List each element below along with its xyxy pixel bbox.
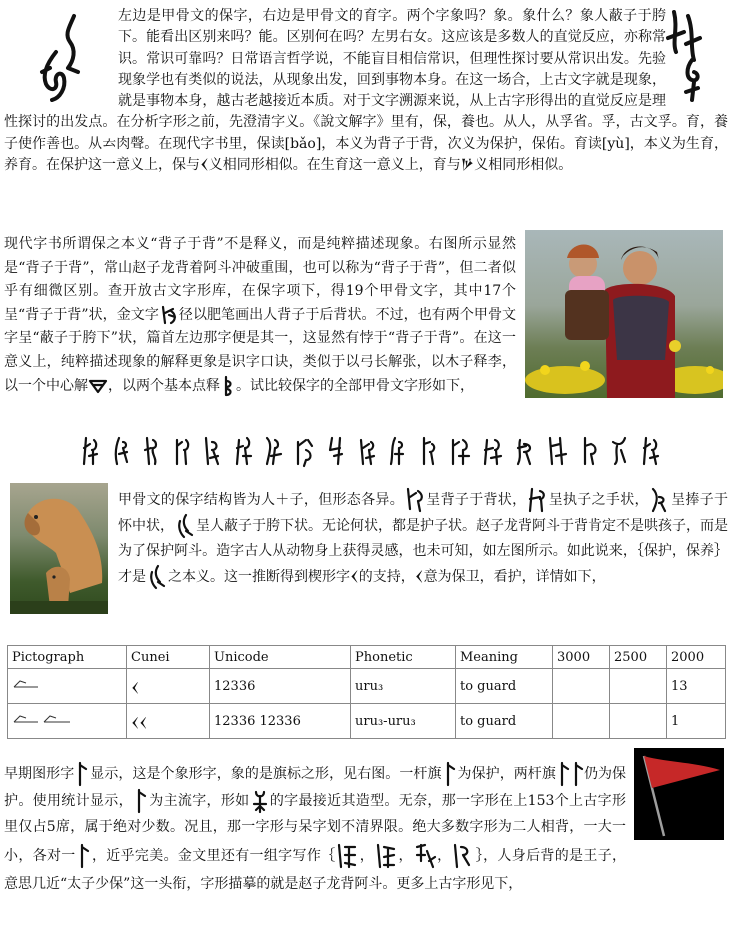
c3000-cell xyxy=(553,704,610,739)
oracle-glyph-11 xyxy=(387,434,407,468)
col-cunei: Cunei xyxy=(127,646,210,669)
col-pictograph: Pictograph xyxy=(8,646,127,669)
two-points-glyph xyxy=(220,375,236,397)
oracle-glyph-16 xyxy=(546,434,568,468)
bao-glyph-d xyxy=(174,513,196,539)
unicode-cell: 12336 xyxy=(210,669,351,704)
oracle-glyph-2 xyxy=(111,434,131,468)
cunei-cell: 𒌋𒌋 xyxy=(127,704,210,739)
oracle-glyph-15 xyxy=(514,434,536,468)
meaning-cell: to guard xyxy=(456,669,553,704)
oracle-glyph-17 xyxy=(579,434,599,468)
oracle-glyph-9 xyxy=(326,434,346,468)
jinwen-glyph-3 xyxy=(413,841,437,871)
jinwen-bao-glyph xyxy=(159,305,179,325)
triangle-glyph xyxy=(88,378,108,394)
c2500-cell xyxy=(610,669,667,704)
pictograph-two-flags-icon xyxy=(12,712,74,726)
cuneiform-table xyxy=(7,645,726,739)
unicode-cell: 12336 12336 xyxy=(210,704,351,739)
paragraph-3: 甲骨文的保字结构皆为人＋子，但形态各异。 呈背子于背状， 呈执子之手状， 呈捧子于怀中状， 呈人蔽子于胯下状。无论何状，都是护子状。赵子龙背阿斗于背肯定不是哄孩子，而是为了保护阿斗。造字古人从动物身上获得灵感，也未可知，如左图所示。如此说来，｛保护，保养｝才是 之本义。这一推断得到楔形字𒌋的支持，𒌋意为保卫，看护，详情如下， xyxy=(118,487,728,590)
phonetic-cell: uru₃ xyxy=(351,669,456,704)
bao-glyph-e xyxy=(146,564,168,590)
oracle-glyph-18 xyxy=(609,434,629,468)
oracle-glyph-19 xyxy=(640,434,660,468)
c2500-cell xyxy=(610,704,667,739)
col-meaning: Meaning xyxy=(456,646,553,669)
pictograph-cell xyxy=(8,669,127,704)
mother-child-photo xyxy=(525,230,723,398)
pictograph-flag-icon xyxy=(12,677,42,691)
oracle-glyph-14 xyxy=(481,434,503,468)
oracle-glyph-row xyxy=(80,434,660,470)
intro-text: 左边是甲骨文的保字，右边是甲骨文的育字。两个字象吗？象。象什么？象人蔽子于胯下。能看出区别来吗？能。区别何在吗？左男右女。这应该是多数人的直觉反应，亦称常识。常识可靠吗？日常语言哲学说，不能盲目相信常识，但理性探讨要从常识出发。先验现象学也有类似的说法，从现象出发，回到事物本身。在这一场合，上古文字就是现象，就是事物本身，越古老越接近本质。对于文字溯源来说，从上古字形得出的直觉反应是理性探讨的出发点。在分析字形之前，先澄清字义。《說文解字》里有，保，養也。从人，从孚省。孚，古文孚。育，養子使作善也。从𠫓肉聲。在现代字书里，保读[bǎo]，本义为背子于背，次义为保护，保佑。育读[yù]，本义为生育，养育。在保护这一意义上，保与𒌋义相同形相似。在生育这一意义上，育与𒃻义相同形相似。 xyxy=(4,8,728,174)
col-unicode: Unicode xyxy=(210,646,351,669)
jinwen-glyph-1 xyxy=(335,841,359,871)
oracle-glyph-6 xyxy=(233,434,253,468)
flag-glyph-4 xyxy=(76,843,92,869)
flag-glyph-1 xyxy=(74,761,90,787)
cunei-cell: 𒌋 xyxy=(127,669,210,704)
oracle-glyph-13 xyxy=(449,434,471,468)
pictograph-cell xyxy=(8,704,127,739)
bao-glyph-a xyxy=(404,487,426,513)
meaning-cell: to guard xyxy=(456,704,553,739)
table-header-row xyxy=(8,646,726,669)
oracle-glyph-8 xyxy=(294,434,316,468)
flag-glyph-2 xyxy=(442,761,458,787)
col-2500: 2500 xyxy=(610,646,667,669)
table-row xyxy=(8,669,726,704)
lioness-photo xyxy=(10,483,108,614)
red-flag-image xyxy=(634,748,724,840)
oracle-glyph-4 xyxy=(172,434,192,468)
jinwen-glyph-2 xyxy=(374,841,398,871)
oracle-glyph-3 xyxy=(141,434,161,468)
two-flags-glyph xyxy=(556,761,584,787)
table-row xyxy=(8,704,726,739)
paragraph-4: 早期图形字 显示，这是个象形字，象的是旗标之形，见右图。一杆旗 为保护，两杆旗 仍为保护。使用统计显示， 为主流字，形如 的字最接近其造型。无奈，那一字形在上153个上古字形里仅占5席，属于绝对少数。况且，那一字形与呆字划不清界限。绝大多数字形为二人相背，一大一小，各对一 ，近乎完美。金文里还有一组字写作｛ ， ， ， ｝，人身后背的是王子，意思几近“太子少保”这一头衔，字形描摹的就是赵子龙背阿斗。更多上古字形见下， xyxy=(4,761,626,897)
col-2000: 2000 xyxy=(667,646,726,669)
intro-paragraph xyxy=(4,6,728,176)
col-3000: 3000 xyxy=(553,646,610,669)
oracle-glyph-5 xyxy=(202,434,222,468)
dai-glyph xyxy=(250,788,270,814)
c2000-cell: 13 xyxy=(667,669,726,704)
jinwen-glyph-4 xyxy=(451,841,475,871)
c2000-cell: 1 xyxy=(667,704,726,739)
col-phonetic: Phonetic xyxy=(351,646,456,669)
c3000-cell xyxy=(553,669,610,704)
oracle-glyph-7 xyxy=(263,434,283,468)
bao-glyph-b xyxy=(526,487,548,513)
oracle-glyph-12 xyxy=(418,434,438,468)
oracle-glyph-10 xyxy=(357,434,377,468)
phonetic-cell: uru₃-uru₃ xyxy=(351,704,456,739)
oracle-glyph-1 xyxy=(80,434,100,468)
flag-glyph-3 xyxy=(133,788,149,814)
bao-glyph-c xyxy=(649,487,671,513)
paragraph-2: 现代字书所谓保之本义“背子于背”不是释义，而是纯粹描述现象。右图所示显然是“背子于背”，常山赵子龙背着阿斗冲破重围，也可以称为“背子于背”，但二者似乎有细微区别。查开放古文字形库，在保字项下，得19个甲骨文字，其中17个呈“背子于背”状，金文字 径以肥笔画出人背子于后背状。不过，也有两个甲骨文字呈“蔽子于胯下”状，篇首左边那字便是其一，这显然有悖于“背子于背”。在这一意义上，纯粹描述现象的解释更象是识字口诀，类似于以弓长解张，以木子释李，以一个中心解 ，以两个基本点释 。试比较保字的全部甲骨文字形如下， xyxy=(4,233,516,398)
